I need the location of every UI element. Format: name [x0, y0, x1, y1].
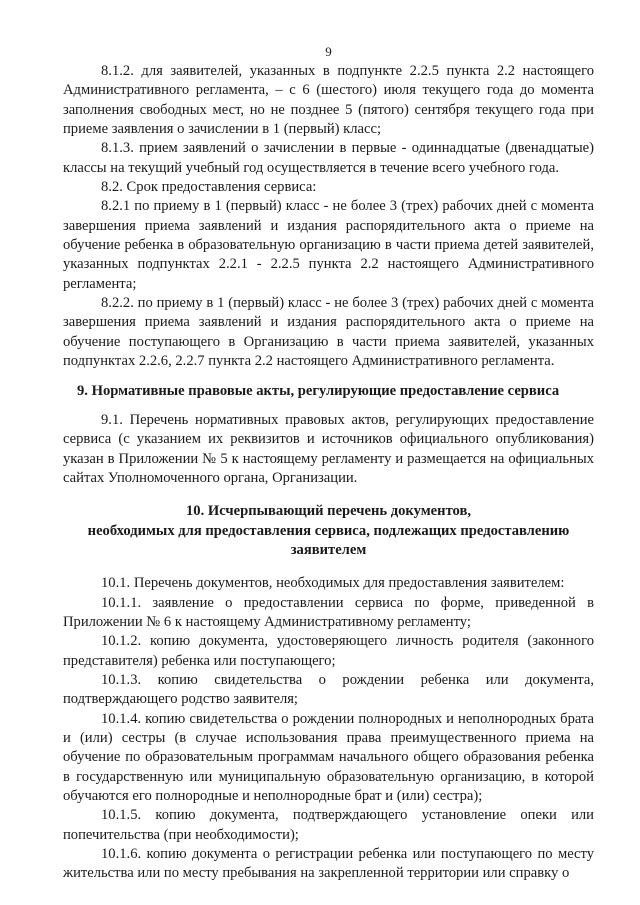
paragraph-8-2-2: 8.2.2. по приему в 1 (первый) класс - не более 3 (трех) рабочих дней с момента завершения приема заявлений и издания распорядительного акта о приеме на обучение поступающего в Организацию в части приема заявителей, указанных подпунктах 2.2.6, 2.2.7 пункта 2.2 настоящего Административного регламента. — [63, 295, 594, 370]
section-10-heading-line: 10. Исчерпывающий перечень документов, — [185, 503, 472, 520]
paragraph-8-2-1: 8.2.1 по приему в 1 (первый) класс - не более 3 (трех) рабочих дней с момента завершения приема заявлений и издания распорядительного акта о приеме на обучение ребенка в образовательную организацию в части приема детей заявителей, указанных подпунктах 2.2.1 - 2.2.5 пункта 2.2 настоящего Административного регламента; — [63, 198, 594, 292]
paragraph-10-1-6: 10.1.6. копию документа о регистрации ребенка или поступающего по месту жительства или по месту пребывания на закрепленной территории или справку о — [63, 846, 594, 882]
paragraph-10-1-3: 10.1.3. копию свидетельства о рождении ребенка или документа, подтверждающего родство заявителя; — [63, 671, 594, 708]
document-page — [63, 44, 594, 884]
page-number: 9 — [325, 44, 332, 59]
paragraph-10-1-5: 10.1.5. копию документа, подтверждающего установление опеки или попечительства (при необходимости); — [63, 807, 594, 843]
paragraph-8-2: 8.2. Срок предоставления сервиса: — [101, 179, 317, 196]
section-10-heading — [63, 502, 594, 560]
paragraph-8-1-3: 8.1.3. прием заявлений о зачислении в первые - одиннадцатые (двенадцатые) классы на текущий учебный год осуществляется в течение всего учебного года. — [63, 140, 594, 176]
paragraph-10-1-4: 10.1.4. копию свидетельства о рождении полнородных и неполнородных брата и (или) сестры (в случае использования права преимущественного приема на обучение по образовательным программам начального общего образования ребенка в государственную или муниципальную образовательную организацию, в которой обучаются его полнородные и неполнородные брат и (или) сестра); — [63, 710, 594, 805]
section-9-heading: 9. Нормативные правовые акты, регулирующие предоставление сервиса — [77, 382, 560, 399]
section-10-heading-line: необходимых для предоставления сервиса, подлежащих предоставлению — [87, 522, 570, 539]
paragraph-10-1: 10.1. Перечень документов, необходимых для предоставления заявителем: — [101, 575, 565, 592]
paragraph-10-1-1: 10.1.1. заявление о предоставлении сервиса по форме, приведенной в Приложении № 6 к настоящему Административному регламенту; — [63, 594, 594, 630]
paragraph-9-1: 9.1. Перечень нормативных правовых актов, регулирующих предоставление сервиса (с указанием их реквизитов и источников официального опубликования) указан в Приложении № 5 к настоящему регламенту и размещается на официальных сайтах Уполномоченного органа, Организации. — [63, 411, 594, 486]
paragraph-8-1-2: 8.1.2. для заявителей, указанных в подпункте 2.2.5 пункта 2.2 настоящего Административного регламента, – с 6 (шестого) июля текущего года до момента заполнения свободных мест, но не позднее 5 (пятого) сентября текущего года при приеме заявления о зачислении в 1 (первый) класс; — [63, 63, 594, 138]
section-10-heading-line: заявителем — [290, 541, 367, 558]
paragraph-10-1-2: 10.1.2. копию документа, удостоверяющего личность родителя (законного представителя) ребенка или поступающего; — [63, 633, 594, 669]
